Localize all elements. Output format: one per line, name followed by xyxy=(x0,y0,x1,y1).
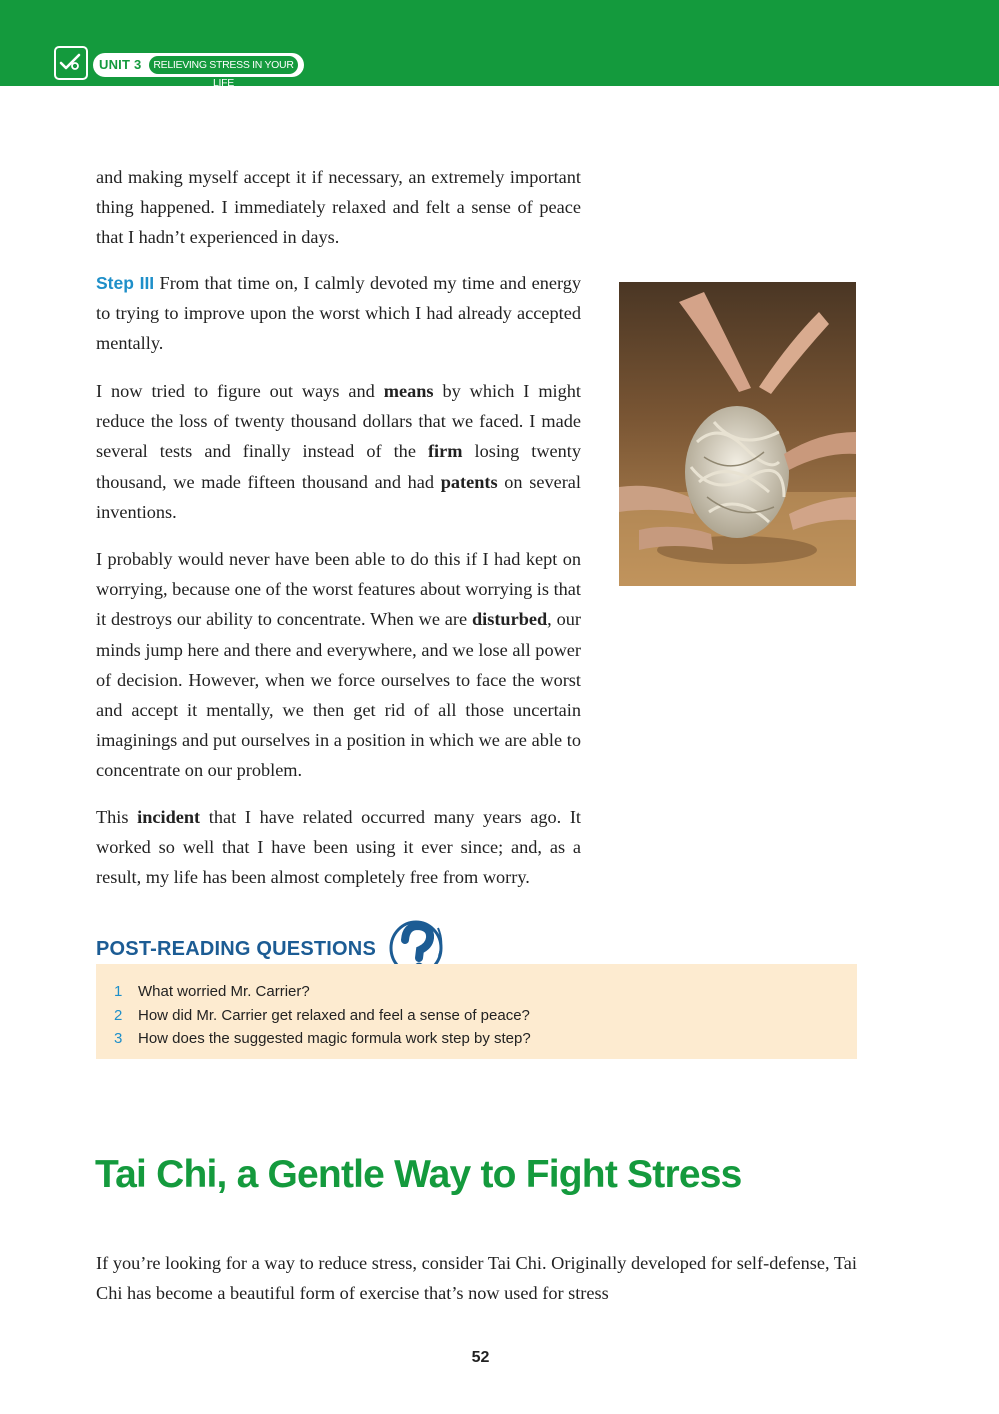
page-number: 52 xyxy=(471,1349,490,1366)
unit-label: UNIT 3 xyxy=(99,57,142,72)
keyword-means: means xyxy=(383,381,434,401)
post-reading-questions-box xyxy=(96,964,857,1059)
post-reading-heading: POST-READING QUESTIONS xyxy=(96,938,376,960)
keyword-incident: incident xyxy=(137,807,201,827)
question-item xyxy=(114,1029,531,1049)
question-number: 3 xyxy=(114,1030,123,1047)
key-check-icon xyxy=(54,46,88,80)
question-number: 2 xyxy=(114,1007,123,1024)
paragraph-3-text-a: I now tried to figure out ways and xyxy=(96,381,384,401)
keyword-disturbed: disturbed xyxy=(471,609,548,630)
keyword-patents: patents xyxy=(440,471,498,492)
hands-untangling-string-photo xyxy=(619,282,856,586)
question-text: How did Mr. Carrier get relaxed and feel a sense of peace? xyxy=(138,1007,530,1024)
unit-title: RELIEVING STRESS IN YOUR LIFE xyxy=(149,56,298,74)
section-paragraph: If you’re looking for a way to reduce stress, consider Tai Chi. Originally developed for self-defense, Tai Chi has become a beautiful form of exercise that’s now used for stress xyxy=(96,1253,857,1304)
question-text: How does the suggested magic formula work step by step? xyxy=(138,1030,531,1047)
keyword-firm: firm xyxy=(427,441,463,462)
step-3-text: From that time on, I calmly devoted my time and energy to trying to improve upon the worst which I had already accepted mentally. xyxy=(96,273,581,354)
question-item xyxy=(114,1006,530,1026)
paragraph-3 xyxy=(96,376,581,527)
header-bar xyxy=(0,0,999,89)
section-title: Tai Chi, a Gentle Way to Fight Stress xyxy=(95,1153,742,1196)
paragraph-4 xyxy=(96,544,581,786)
unit-badge xyxy=(93,53,304,89)
paragraph-step-3 xyxy=(96,268,581,359)
paragraph-5-text-c: that I have related occurred many years ago. It worked so well that I have been using it ever since; and, as a result, my life has been almost completely free from worry. xyxy=(96,807,581,888)
paragraph-5-text-a: This xyxy=(96,807,138,827)
paragraph-4-text-a: I probably would never have been able to do this if I had kept on worrying, because one of the worst features about worrying is that it destroys our ability to concentrate. When we are xyxy=(96,549,581,630)
paragraph-5 xyxy=(96,802,581,893)
paragraph-1: and making myself accept it if necessary, an extremely important thing happened. I immediately relaxed and felt a sense of peace that I hadn’t experienced in days. xyxy=(96,167,581,248)
question-number: 1 xyxy=(114,983,123,1000)
paragraph-4-text-c: , our minds jump here and there and everywhere, and we lose all power of decision. However, when we force ourselves to face the worst and accept it mentally, we then get rid of all those uncertain imaginings and put ourselves in a position in which we are able to concentrate on our problem. xyxy=(96,609,581,781)
question-text: What worried Mr. Carrier? xyxy=(138,983,310,1000)
paragraph-3-text-c: by which I might reduce the loss of twenty thousand dollars that we faced. I made several tests and finally instead of the xyxy=(96,381,581,462)
step-label: Step III xyxy=(96,273,155,293)
question-item xyxy=(114,982,310,1002)
paragraph-3-text-e: losing twenty thousand, we made fifteen thousand and had xyxy=(96,441,582,492)
paragraph-3-text-g: on several inventions. xyxy=(96,471,582,522)
